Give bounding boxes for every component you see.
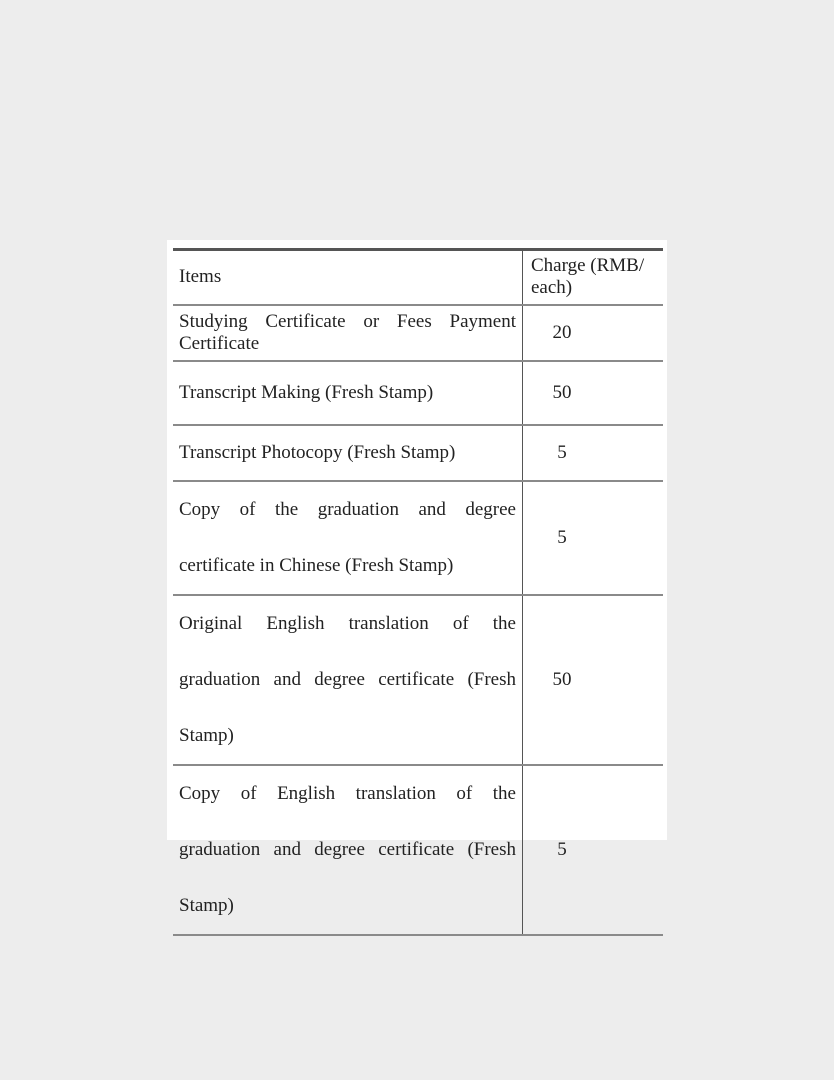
table-row [173,595,663,765]
table-row [173,765,663,935]
item-cell: Original English translation of the graduation and degree certificate (Fresh Stamp) [173,595,523,765]
charge-value: 50 [552,668,572,690]
item-cell: Studying Certificate or Fees Payment Certificate [173,305,523,361]
charge-value: 5 [557,838,567,860]
table-row [173,361,663,425]
charge-cell [523,765,664,935]
charge-value: 50 [552,381,572,403]
charge-cell [523,481,664,595]
charge-cell [523,595,664,765]
charge-value: 5 [557,526,567,548]
item-cell: Copy of English translation of the graduation and degree certificate (Fresh Stamp) [173,765,523,935]
item-cell: Transcript Photocopy (Fresh Stamp) [173,425,523,481]
document-page [167,240,667,916]
header-charge: Charge (RMB/ each) [523,250,664,305]
charge-value: 5 [557,441,567,463]
item-cell: Copy of the graduation and degree certificate in Chinese (Fresh Stamp) [173,481,523,595]
table-row [173,481,663,595]
header-items: Items [173,250,523,305]
charge-value: 20 [552,321,572,343]
table-row [173,305,663,361]
item-cell: Transcript Making (Fresh Stamp) [173,361,523,425]
table-row [173,425,663,481]
charge-cell [523,305,664,361]
charge-cell [523,425,664,481]
charge-cell [523,361,664,425]
table-header-row [173,250,663,305]
fees-table [173,248,663,936]
